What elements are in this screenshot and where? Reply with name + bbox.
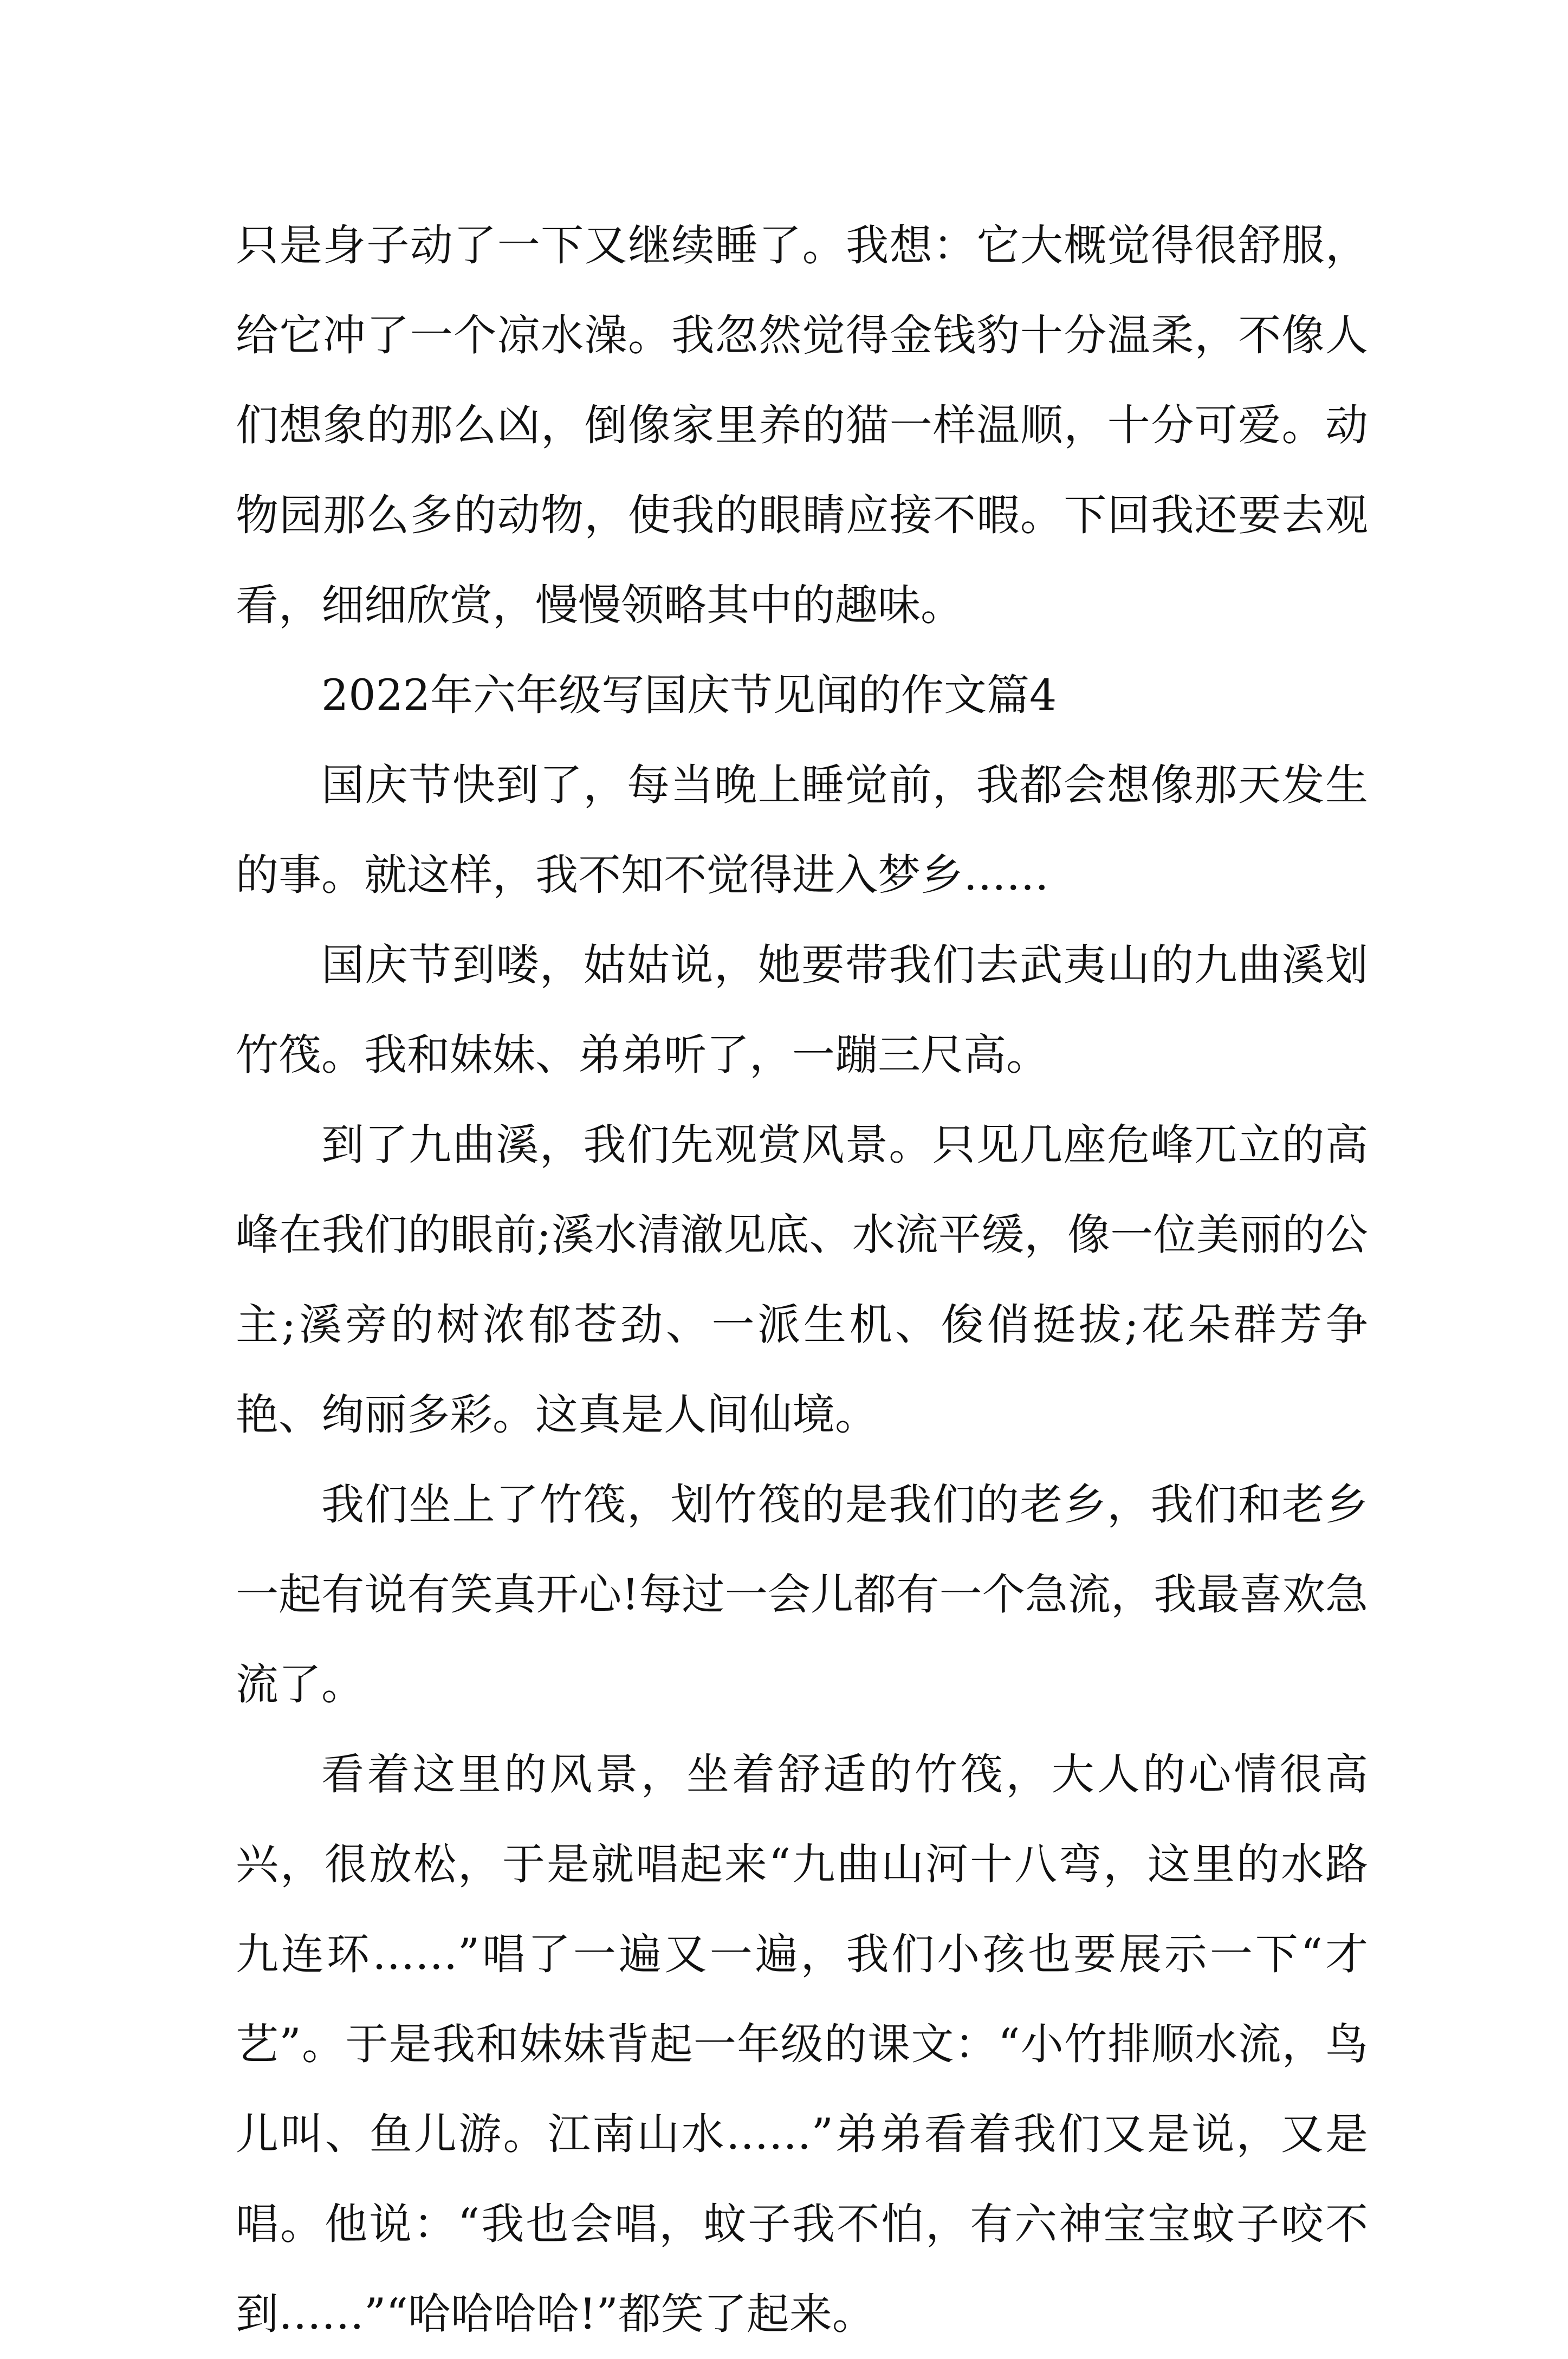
paragraph: 到了九曲溪，我们先观赏风景。只见几座危峰兀立的高峰在我们的眼前;溪水清澈见底、水流平缓，像一位美丽的公主;溪旁的树浓郁苍劲、一派生机、俊俏挺拔;花朵群芳争艳、绚丽多彩。这真是人间仙境。: [236, 1120, 1368, 1440]
paragraph: 我们坐上了竹筏，划竹筏的是我们的老乡，我们和老乡一起有说有笑真开心!每过一会儿都有一个急流，我最喜欢急流了。: [236, 1480, 1368, 1709]
paragraph-continuation: 只是身子动了一下又继续睡了。我想：它大概觉得很舒服，给它冲了一个凉水澡。我忽然觉得金钱豹十分温柔，不像人们想象的那么凶，倒像家里养的猫一样温顺，十分可爱。动物园那么多的动物，使我的眼睛应接不暇。下回我还要去观看，细细欣赏，慢慢领略其中的趣味。: [236, 221, 1368, 630]
paragraph: 国庆节到喽，姑姑说，她要带我们去武夷山的九曲溪划竹筏。我和妹妹、弟弟听了，一蹦三尺高。: [236, 940, 1368, 1080]
paragraph: 国庆节快到了，每当晚上睡觉前，我都会想像那天发生的事。就这样，我不知不觉得进入梦乡……: [236, 760, 1368, 900]
document-body: [236, 200, 1368, 2359]
section-heading: 2022年六年级写国庆节见闻的作文篇4: [321, 670, 1057, 720]
paragraph: 看着这里的风景，坐着舒适的竹筏，大人的心情很高兴，很放松，于是就唱起来“九曲山河十八弯，这里的水路九连环……”唱了一遍又一遍，我们小孩也要展示一下“才艺”。于是我和妹妹背起一年级的课文：“小竹排顺水流，鸟儿叫、鱼儿游。江南山水……”弟弟看着我们又是说，又是唱。他说：“我也会唱，蚊子我不怕，有六神宝宝蚊子咬不到……”“哈哈哈哈!”都笑了起来。: [236, 1749, 1368, 2339]
